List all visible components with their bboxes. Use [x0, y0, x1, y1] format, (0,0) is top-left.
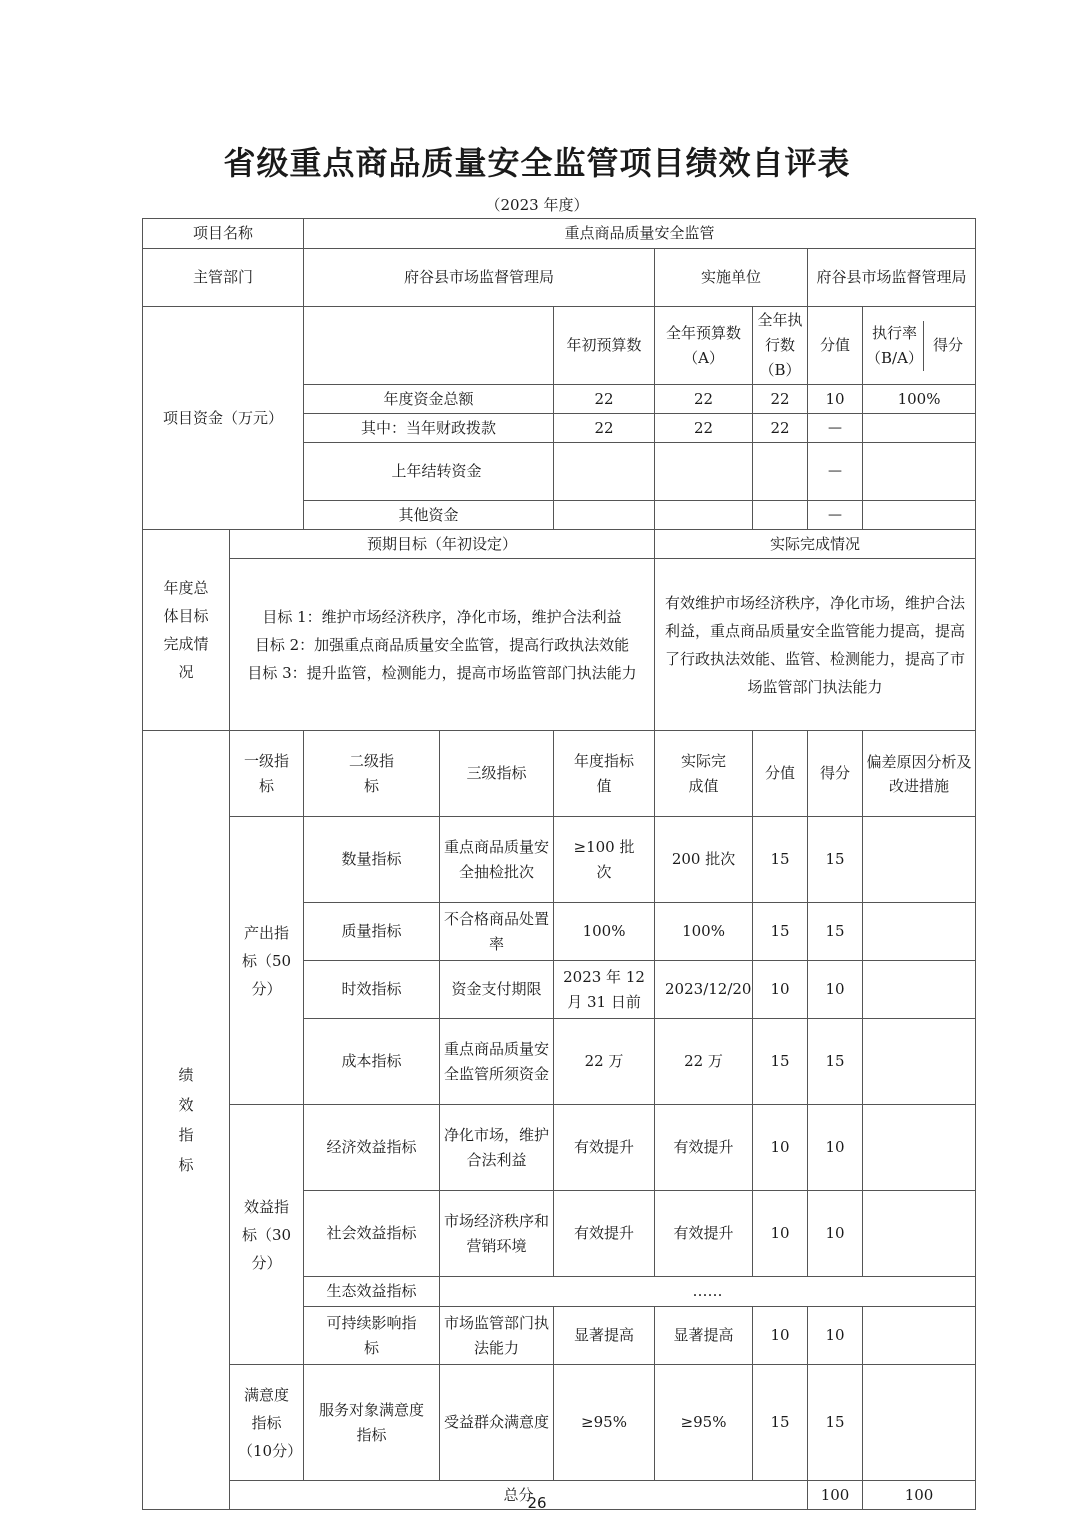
indicator-level3: 受益群众满意度: [440, 1365, 554, 1481]
indicator-target: 100%: [554, 903, 655, 961]
funds-row-rate: [863, 443, 976, 501]
funds-row-initial: [554, 501, 655, 530]
indicator-target: 22 万: [554, 1019, 655, 1105]
funds-row-score-value: —: [808, 501, 863, 530]
goals-header-row: [143, 530, 976, 559]
goals-expected: [230, 559, 655, 731]
indicator-level3: 重点商品质量安全监管所须资金: [440, 1019, 554, 1105]
funds-label: 项目资金（万元）: [143, 307, 304, 530]
funds-header-row: [143, 307, 976, 385]
funds-header-initial: 年初预算数: [554, 307, 655, 385]
indicator-actual: 有效提升: [655, 1191, 753, 1277]
indicator-actual: 显著提高: [655, 1307, 753, 1365]
impl-label: 实施单位: [655, 249, 808, 307]
goals-content-row: [143, 559, 976, 731]
funds-row-initial: 22: [554, 385, 655, 414]
indicator-level2: 成本指标: [304, 1019, 440, 1105]
indicator-target: 显著提高: [554, 1307, 655, 1365]
dept-value: 府谷县市场监督管理局: [304, 249, 655, 307]
indicator-actual: 2023/12/20: [655, 961, 753, 1019]
page-number: 26: [527, 1494, 547, 1512]
indicator-deviation: [863, 817, 976, 903]
indicator-score: 10: [808, 961, 863, 1019]
funds-header-rate-score: [863, 307, 976, 385]
indicator-score-value: 10: [753, 1105, 808, 1191]
indicator-level2: 数量指标: [304, 817, 440, 903]
indicator-actual: 100%: [655, 903, 753, 961]
indicators-header-row: [143, 731, 976, 817]
indicator-level2: 服务对象满意度指标: [304, 1365, 440, 1481]
goal-item: 目标 2：加强重点商品质量安全监管，提高行政执法效能: [254, 635, 630, 654]
indicator-level3: 不合格商品处置率: [440, 903, 554, 961]
funds-row-rate: 100%: [863, 385, 976, 414]
funds-header-rate: 执行率（B/A）: [866, 321, 924, 371]
funds-row-label: 其他资金: [304, 501, 554, 530]
project-name-row: [143, 219, 976, 249]
indicator-target: 有效提升: [554, 1191, 655, 1277]
indicator-deviation: [863, 1365, 976, 1481]
funds-row-executed: 22: [753, 385, 808, 414]
indicator-score: 15: [808, 1019, 863, 1105]
indicator-deviation: [863, 903, 976, 961]
indicator-level2: 经济效益指标: [304, 1105, 440, 1191]
indicators-label: 绩效指标: [143, 731, 230, 1510]
indicator-score-value: 10: [753, 1191, 808, 1277]
indicator-level3: 资金支付期限: [440, 961, 554, 1019]
funds-row-annual: [655, 443, 753, 501]
funds-row-executed: 22: [753, 414, 808, 443]
indicator-level2: 社会效益指标: [304, 1191, 440, 1277]
indicator-target: 有效提升: [554, 1105, 655, 1191]
funds-row-annual: 22: [655, 385, 753, 414]
indicator-actual: 有效提升: [655, 1105, 753, 1191]
indicator-level2: 可持续影响指标: [304, 1307, 440, 1365]
goals-expected-header: 预期目标（年初设定）: [230, 530, 655, 559]
ind-header-level2: 二级指标: [304, 731, 440, 817]
project-name-label: 项目名称: [143, 219, 304, 249]
indicator-score-value: 10: [753, 961, 808, 1019]
funds-row-score-value: —: [808, 414, 863, 443]
indicator-score-value: 15: [753, 817, 808, 903]
evaluation-table: [142, 218, 976, 1510]
indicator-row: [143, 1105, 976, 1191]
indicator-actual: 22 万: [655, 1019, 753, 1105]
funds-row-initial: [554, 443, 655, 501]
funds-header-annual: 全年预算数（A）: [655, 307, 753, 385]
ind-header-score-value: 分值: [753, 731, 808, 817]
ind-header-actual: 实际完成值: [655, 731, 753, 817]
funds-row-executed: [753, 501, 808, 530]
funds-row-annual: 22: [655, 414, 753, 443]
impl-value: 府谷县市场监督管理局: [808, 249, 976, 307]
funds-row-initial: 22: [554, 414, 655, 443]
total-score-value: 100: [808, 1481, 863, 1510]
indicator-target: ≥100 批次: [554, 817, 655, 903]
page-title: 省级重点商品质量安全监管项目绩效自评表: [223, 144, 851, 182]
funds-header-blank: [304, 307, 554, 385]
ind-header-deviation: 偏差原因分析及改进措施: [863, 731, 976, 817]
indicator-score-value: 15: [753, 1019, 808, 1105]
indicator-level3: 重点商品质量安全抽检批次: [440, 817, 554, 903]
indicator-group-label: 满意度指标（10分）: [230, 1365, 304, 1481]
indicator-deviation: [863, 1019, 976, 1105]
department-row: [143, 249, 976, 307]
indicator-deviation: [863, 961, 976, 1019]
dept-label: 主管部门: [143, 249, 304, 307]
indicator-deviation: [863, 1105, 976, 1191]
total-label: 总分: [230, 1481, 808, 1510]
indicator-level2: 生态效益指标: [304, 1277, 440, 1307]
ind-header-level1: 一级指标: [230, 731, 304, 817]
indicator-score-value: 15: [753, 1365, 808, 1481]
indicator-level2: 时效指标: [304, 961, 440, 1019]
indicator-score: 15: [808, 903, 863, 961]
goals-actual-header: 实际完成情况: [655, 530, 976, 559]
goals-label: 年度总体目标完成情况: [143, 530, 230, 731]
goal-item: 目标 3：提升监管，检测能力，提高市场监管部门执法能力: [247, 663, 637, 682]
indicator-deviation: [863, 1191, 976, 1277]
funds-row-label: 年度资金总额: [304, 385, 554, 414]
indicator-score-value: 15: [753, 903, 808, 961]
indicator-score-value: 10: [753, 1307, 808, 1365]
funds-row-label: 其中：当年财政拨款: [304, 414, 554, 443]
indicator-level3: 净化市场，维护合法利益: [440, 1105, 554, 1191]
funds-row-annual: [655, 501, 753, 530]
funds-header-score-value: 分值: [808, 307, 863, 385]
funds-row-rate: [863, 414, 976, 443]
ind-header-level3: 三级指标: [440, 731, 554, 817]
funds-row-rate: [863, 501, 976, 530]
indicator-level3: ……: [440, 1277, 976, 1307]
ind-header-target: 年度指标值: [554, 731, 655, 817]
total-score: 100: [863, 1481, 976, 1510]
indicator-row: [143, 817, 976, 903]
ind-header-score: 得分: [808, 731, 863, 817]
funds-row-executed: [753, 443, 808, 501]
indicator-score: 10: [808, 1191, 863, 1277]
indicator-group-label: 产出指标（50分）: [230, 817, 304, 1105]
funds-row-score-value: —: [808, 443, 863, 501]
indicator-row: [143, 1365, 976, 1481]
goals-actual: 有效维护市场经济秩序，净化市场，维护合法利益，重点商品质量安全监管能力提高，提高了行政执法效能、监管、检测能力，提高了市场监管部门执法能力: [655, 559, 976, 731]
indicator-level2: 质量指标: [304, 903, 440, 961]
indicator-score: 10: [808, 1105, 863, 1191]
indicator-level3: 市场经济秩序和营销环境: [440, 1191, 554, 1277]
indicator-score: 15: [808, 1365, 863, 1481]
indicator-level3: 市场监管部门执法能力: [440, 1307, 554, 1365]
funds-row-label: 上年结转资金: [304, 443, 554, 501]
indicator-score: 10: [808, 1307, 863, 1365]
goal-item: 目标 1：维护市场经济秩序，净化市场，维护合法利益: [262, 607, 622, 626]
funds-header-score: 得分: [932, 336, 963, 354]
indicator-deviation: [863, 1307, 976, 1365]
indicator-target: ≥95%: [554, 1365, 655, 1481]
funds-header-executed: 全年执行数（B）: [753, 307, 808, 385]
year-subtitle: （2023 年度）: [485, 196, 589, 214]
project-name-value: 重点商品质量安全监管: [304, 219, 976, 249]
indicator-group-label: 效益指标（30分）: [230, 1105, 304, 1365]
indicator-actual: ≥95%: [655, 1365, 753, 1481]
indicator-target: 2023 年 12 月 31 日前: [554, 961, 655, 1019]
funds-row-score-value: 10: [808, 385, 863, 414]
indicator-actual: 200 批次: [655, 817, 753, 903]
indicator-score: 15: [808, 817, 863, 903]
